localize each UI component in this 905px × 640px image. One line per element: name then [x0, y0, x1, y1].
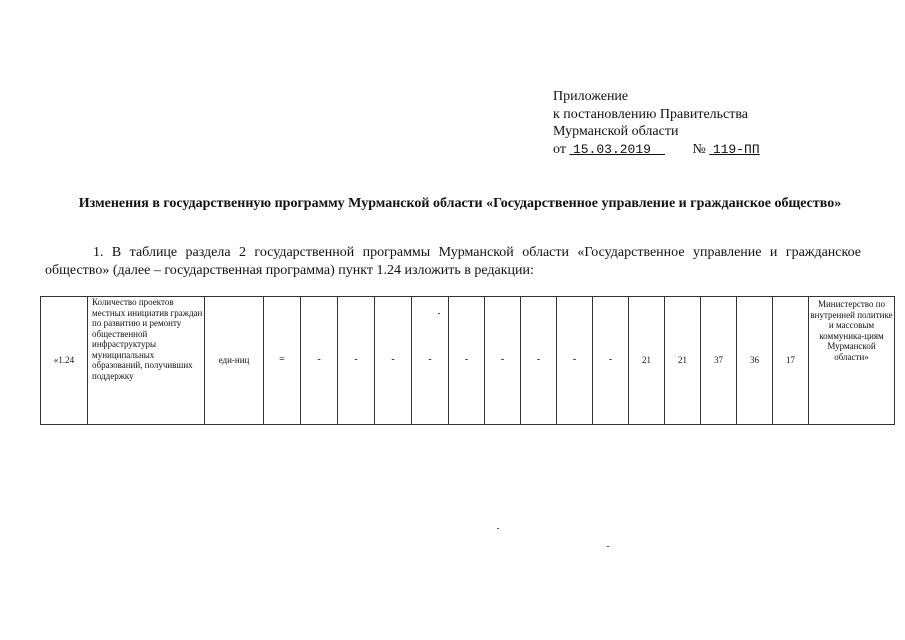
value-cell: 21 — [665, 297, 701, 425]
value-cell: - — [485, 297, 521, 425]
value-cell: 17 — [773, 297, 809, 425]
table-row — [41, 297, 895, 425]
decree-number: 119-ПП — [712, 141, 760, 157]
appendix-line-1: Приложение — [553, 89, 629, 104]
document-title: Изменения в государственную программу Мурманской области «Государственное управление и гражданское общество» — [78, 196, 842, 211]
value-cell: - — [593, 297, 629, 425]
indicator-name-cell: Количество проектов местных инициатив граждан по развитию и ремонту общественной инфраструктуры муниципальных образований, получивших поддержку — [88, 297, 205, 425]
scan-speck — [438, 313, 440, 314]
appendix-line-3: Мурманской области — [553, 124, 679, 139]
scan-speck — [607, 546, 609, 547]
value-cell: - — [375, 297, 412, 425]
appendix-date-line — [553, 141, 760, 159]
value-cell: - — [449, 297, 485, 425]
date-prefix: от — [553, 141, 566, 157]
unit-cell: еди-ниц — [205, 297, 264, 425]
responsible-cell: Министерство по внутренней политике и массовым коммуника-циям Мурманской области» — [809, 297, 895, 425]
value-cell: 37 — [701, 297, 737, 425]
item-number-cell: «1.24 — [41, 297, 88, 425]
value-cell: = — [264, 297, 301, 425]
program-table — [40, 296, 895, 425]
decree-date: 15.03.2019 — [572, 141, 651, 157]
number-sign: № — [692, 141, 706, 157]
value-cell: 21 — [629, 297, 665, 425]
appendix-line-2: к постановлению Правительства — [553, 106, 749, 122]
value-cell: - — [412, 297, 449, 425]
value-cell: - — [301, 297, 338, 425]
value-cell: - — [338, 297, 375, 425]
document-paragraph: 1. В таблице раздела 2 государственной программы Мурманской области «Государственное управление и гражданское общество» (далее – государственная программа) пункт 1.24 изложить в редакции: — [45, 245, 861, 278]
appendix-block — [553, 88, 760, 158]
value-cell: - — [557, 297, 593, 425]
value-cell: 36 — [737, 297, 773, 425]
scan-speck — [497, 528, 499, 529]
value-cell: - — [521, 297, 557, 425]
